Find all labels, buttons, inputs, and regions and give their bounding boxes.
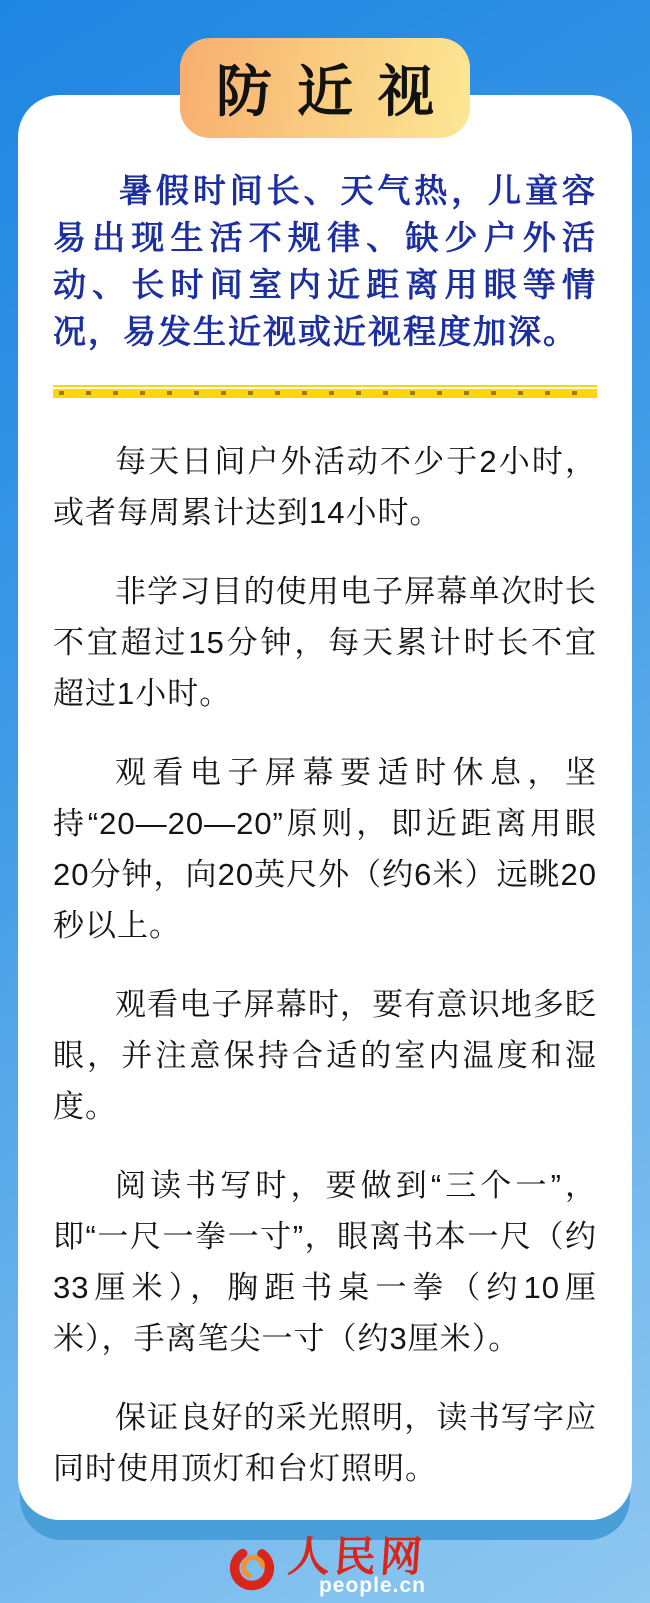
title-badge xyxy=(180,38,470,138)
page-title: 防近视 xyxy=(216,60,459,123)
intro-paragraph: 暑假时间长、天气热，儿童容易出现生活不规律、缺少户外活动、长时间室内近距离用眼等情况，易发生近视或近视程度加深。 xyxy=(53,172,597,350)
tip-paragraph: 每天日间户外活动不少于2小时，或者每周累计达到14小时。 xyxy=(53,444,597,530)
tip-paragraph: 非学习目的使用电子屏幕单次时长不宜超过15分钟，每天累计时长不宜超过1小时。 xyxy=(53,574,597,711)
tip-paragraph: 观看电子屏幕时，要有意识地多眨眼，并注意保持合适的室内温度和湿度。 xyxy=(53,987,597,1124)
content-card xyxy=(18,95,632,1520)
tip-paragraph: 保证良好的采光照明，读书写字应同时使用顶灯和台灯照明。 xyxy=(53,1400,597,1486)
tip-paragraph: 阅读书写时，要做到“三个一”，即“一尺一拳一寸”，眼离书本一尺（约33厘米），胸距书桌一拳（约10厘米），手离笔尖一寸（约3厘米）。 xyxy=(53,1168,597,1356)
divider-highlight-line xyxy=(53,387,597,389)
people-cn-swirl-icon xyxy=(224,1539,280,1595)
logo-text-block xyxy=(286,1533,428,1597)
divider xyxy=(53,385,597,398)
logo-domain: people.cn xyxy=(318,1574,426,1597)
tip-paragraph: 观看电子屏幕要适时休息，坚持“20—20—20”原则，即近距离用眼20分钟，向20英尺外（约6米）远眺20秒以上。 xyxy=(53,755,597,943)
logo-brand-name: 人民网 xyxy=(286,1533,428,1580)
divider-dash-marks xyxy=(59,391,597,395)
footer-logo xyxy=(0,1533,650,1597)
